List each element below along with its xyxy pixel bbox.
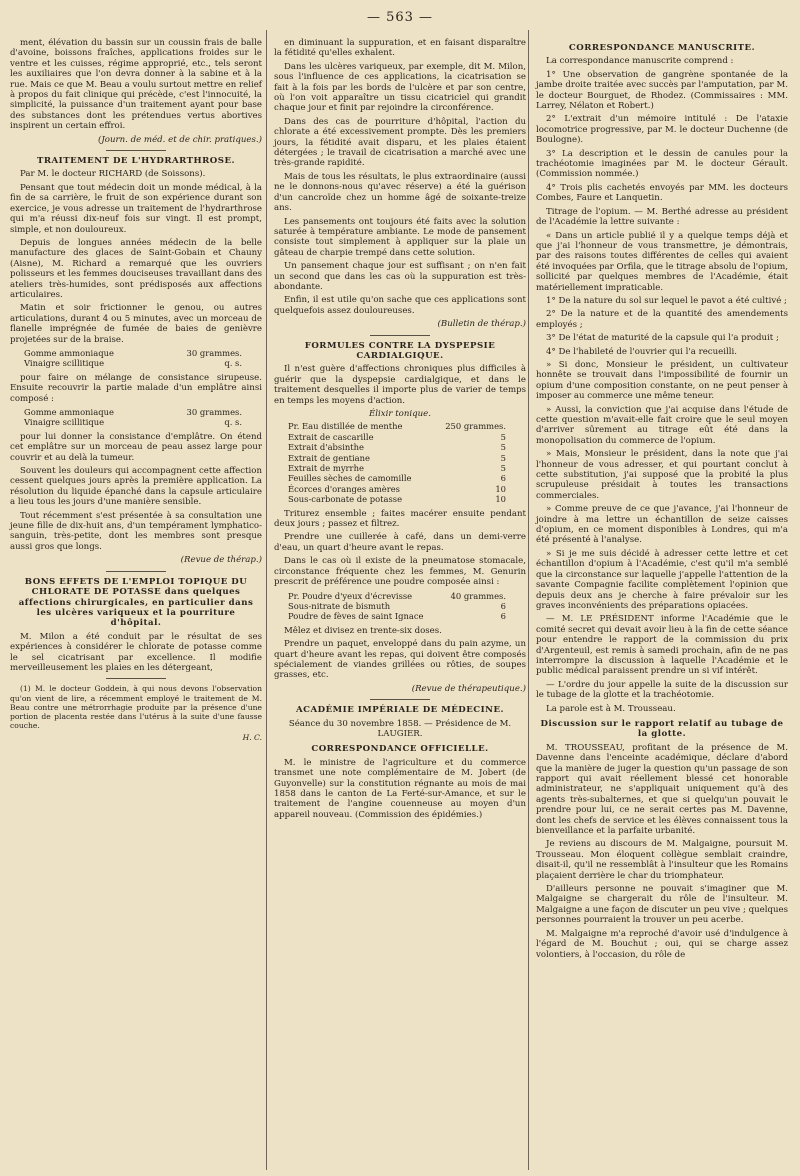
paragraph: Dans les ulcères variqueux, par exemple, dit M. Milon, sous l'influence de ces applications, la cicatrisation se fait à la fois par les bords de l'ulcère et par son centre, où l'on voit apparaître un tissu cicatriciel qui grandit chaque jour et finit par rejoindre la circonférence.: [274, 61, 526, 114]
paragraph: pour faire on mélange de consistance sirupeuse. Ensuite recouvrir la partie malade d'un emplâtre ainsi composé :: [10, 372, 262, 404]
source-citation: (Journ. de méd. et de chir. pratiques.): [98, 134, 262, 145]
paragraph: 4° Trois plis cachetés envoyés par MM. les docteurs Combes, Faure et Lanquetin.: [536, 182, 788, 204]
paragraph: en diminuant la suppuration, et en faisant disparaître la fétidité qu'elles exhalent.: [274, 38, 526, 59]
subsection-title: CORRESPONDANCE OFFICIELLE.: [311, 744, 489, 755]
paragraph: Dans des cas de pourriture d'hôpital, l'action du chlorate a été excessivement prompte. Dès les premiers jours, la fétidité avait disparu, et les plaies étaient détergées ; le travail de cicatrisation a marché avec une très-grande rapidité.: [274, 116, 526, 169]
formula-line: Vinaigre scillitique q. s.: [24, 358, 242, 369]
paragraph: Mais de tous les résultats, le plus extraordinaire (aussi ne le donnons-nous qu'avec réserve) a été la guérison d'un cancroïde chez un homme âgé de soixante-treize ans.: [274, 171, 526, 214]
formula-line: Pr. Poudre d'yeux d'écrevisse 40 grammes.: [288, 590, 506, 601]
paragraph: Titrage de l'opium. — M. Berthé adresse au président de l'Académie la lettre suivante :: [536, 206, 788, 228]
paragraph: » Comme preuve de ce que j'avance, j'ai l'honneur de joindre à ma lettre un échantillon de seize caisses d'opium, en ce moment disponibles à Londres, qui m'a été présenté à l'analyse.: [536, 504, 788, 546]
column-3: [536, 38, 788, 963]
formula: [24, 348, 262, 369]
formula-line: Extrait de gentiane 5: [288, 452, 506, 463]
formula-title: Élixir tonique.: [369, 409, 431, 419]
formula-line: Feuilles sèches de camomille 6: [288, 473, 506, 484]
paragraph: » Si donc, Monsieur le président, un cultivateur honnête se trouvait dans l'impossibilité de fournir un opium d'une composition constante, on ne peut penser à imposer au commerce une même teneur.: [536, 359, 788, 402]
paragraph: Je reviens au discours de M. Malgaigne, poursuit M. Trousseau. Mon éloquent collègue semblait craindre, disait-il, qu'il ne ressemblât à l'insulteur que les Romains plaçaient derrière le char du triomphateur.: [536, 839, 788, 881]
source-citation: (Bulletin de thérap.): [437, 319, 526, 330]
formula-line: Poudre de fèves de saint Ignace 6: [288, 611, 506, 622]
formula-line: Gomme ammoniaque 30 grammes.: [24, 407, 242, 417]
formula: [288, 591, 526, 622]
formula-line: Gomme ammoniaque 30 grammes.: [24, 347, 242, 358]
paragraph: — M. LE PRÉSIDENT informe l'Académie que le comité secret qui devait avoir lieu à la fin de cette séance pour entendre le rapport de la commission du prix d'Argenteuil, est remis à samedi prochain, afin de ne pas interrompre la discussion à laquelle l'Académie et le public médical paraissent prendre un si vif intérêt.: [536, 614, 788, 677]
paragraph: Enfin, il est utile qu'on sache que ces applications sont quelquefois assez douloureuses.: [274, 295, 526, 316]
paragraph: 3° La description et le dessin de canules pour la trachéotomie imaginées par M. le docteur Gérault. (Commission nommée.): [536, 148, 788, 180]
divider: [106, 150, 166, 151]
paragraph: ment, élévation du bassin sur un coussin frais de balle d'avoine, boissons fraîches, applications froides sur le ventre et les cuisses, régime approprié, etc., tels seront les auxiliaires que l'on devra donner à la sabine et à la rue. Mais ce que M. Beau a voulu surtout mettre en relief à propos du fait clinique qui précède, c'est l'innocuité, la simplicité, la puissance d'un traitement ayant pour base des substances dont les prétendues vertus abortives inspirent un certain effroi.: [10, 38, 262, 132]
formula: [24, 407, 262, 428]
paragraph: « Dans un article publié il y a quelque temps déjà et que j'ai l'honneur de vous transmettre, je démontrais, par des raisons toutes différentes de celles qui avaient été invoquées par Orfila, que le titrage absolu de l'opium, sollicité par quelques membres de l'Académie, était matériellement impraticable.: [536, 230, 788, 293]
paragraph: M. Malgaigne m'a reproché d'avoir usé d'indulgence à l'égard de M. Bouchut ; oui, qui se charge assez volontiers, à l'occasion, du rôle de: [536, 928, 788, 960]
source-citation: (Revue de thérap.): [180, 555, 262, 566]
paragraph: D'ailleurs personne ne pouvait s'imaginer que M. Malgaigne se chargerait du rôle de l'insulteur. M. Malgaigne a une façon de discuter un peu vive ; quelques personnes pourraient la trouver un peu acerbe.: [536, 884, 788, 926]
article-title: TRAITEMENT DE L'HYDRARTHROSE.: [36, 156, 236, 167]
paragraph: 1° Une observation de gangrène spontanée de la jambe droite traitée avec succès par l'amputation, par M. le docteur Bourguet, de Rhodez. (Commissaires : MM. Larrey, Nélaton et Robert.): [536, 69, 788, 112]
paragraph: Matin et soir frictionner le genou, ou autres articulations, durant 4 ou 5 minutes, avec un morceau de flanelle imprégnée de fumée de baies de genièvre projetées sur de la braise.: [10, 303, 262, 345]
paragraph: » Si je me suis décidé à adresser cette lettre et cet échantillon d'opium à l'Académie, c'est qu'il m'a semblé que la circonstance sur laquelle j'appelle l'attention de la savante Compagnie facilite complètement l'opinion que depuis deux ans je cherche à faire prévaloir sur les graves inconvénients des préparations opiacées.: [536, 548, 788, 611]
paragraph: Les pansements ont toujours été faits avec la solution saturée à température ambiante. Le mode de pansement consiste tout simplement à appliquer sur la plaie un gâteau de charpie trempé dans cette solution.: [274, 216, 526, 258]
paragraph: » Aussi, la conviction que j'ai acquise dans l'étude de cette question m'avait-elle fait croire que le seul moyen d'arriver sûrement au titrage eût été dans la monopolisation du commerce de l'opium.: [536, 404, 788, 446]
section-title: ACADÉMIE IMPÉRIALE DE MÉDECINE.: [295, 705, 505, 716]
paragraph: Il n'est guère d'affections chroniques plus difficiles à guérir que la dyspepsie cardialgique, et dans le traitement desquelles il importe plus de varier de temps en temps les moyens d'action.: [274, 364, 526, 406]
paragraph: Tout récemment s'est présentée à sa consultation une jeune fille de dix-huit ans, d'un tempérament lymphatico-sanguin, très-petite, dont les membres sont presque aussi gros que longs.: [10, 510, 262, 552]
paragraph: 2° L'extrait d'un mémoire intitulé : De l'ataxie locomotrice progressive, par M. le docteur Duchenne (de Boulogne).: [536, 114, 788, 146]
paragraph: M. Milon a été conduit par le résultat de ses expériences à considérer le chlorate de potasse comme le sel cicatrisant par excellence. Il modifie merveilleusement les plaies en les détergeant,: [10, 631, 262, 673]
formula: [288, 421, 526, 504]
footnote: (1) M. le docteur Goddein, à qui nous devons l'observation qu'on vient de lire, a récemment employé le traitement de M. Beau contre une métrorrhagie produite par la présence d'une portion de placenta restée dans l'utérus à la suite d'une fausse couche.: [10, 684, 262, 731]
divider: [370, 699, 430, 700]
subsection-title: Discussion sur le rapport relatif au tubage de la glotte.: [540, 718, 784, 740]
source-citation: (Revue de thérapeutique.): [411, 683, 526, 694]
formula-line: Extrait de myrrhe 5: [288, 463, 506, 474]
formula-line: Extrait d'absinthe 5: [288, 442, 506, 453]
formula-line: Vinaigre scillitique q. s.: [24, 417, 242, 428]
paragraph: M. le ministre de l'agriculture et du commerce transmet une note complémentaire de M. Jobert (de Guyonvelle) sur la constitution régnante au mois de mai 1858 dans le canton de La Ferté-sur-Amance, et sur le traitement de l'angine couenneuse au moyen d'un appareil nouveau. (Commission des épidémies.): [274, 757, 526, 820]
subsection-title: CORRESPONDANCE MANUSCRITE.: [568, 43, 756, 53]
column-rule: [528, 30, 529, 1170]
divider: [370, 335, 430, 336]
list-item: 4° De l'habileté de l'ouvrier qui l'a recueilli.: [546, 346, 737, 357]
list-item: 1° De la nature du sol sur lequel le pavot a été cultivé ;: [546, 295, 787, 306]
article-title: BONS EFFETS DE L'EMPLOI TOPIQUE DU CHLORATE DE POTASSE dans quelques affections chirurgicales, en particulier dans les ulcères variqueux et la pourriture d'hôpital.: [18, 576, 254, 629]
paragraph: » Mais, Monsieur le président, dans la note que j'ai l'honneur de vous adresser, et qui pourtant conclut à cette substitution, j'ai supposé que la probité la plus scrupuleuse présidait à toutes les transactions commerciales.: [536, 449, 788, 501]
paragraph: pour lui donner la consistance d'emplâtre. On étend cet emplâtre sur un morceau de peau assez large pour couvrir et au delà la tumeur.: [10, 431, 262, 463]
paragraph: Dans le cas où il existe de la pneumatose stomacale, circonstance fréquente chez les femmes, M. Genurin prescrit de préférence une poudre composée ainsi :: [274, 556, 526, 588]
column-rule: [266, 30, 267, 1170]
formula-line: Écorces d'oranges amères 10: [288, 483, 506, 494]
paragraph: Prendre une cuillerée à café, dans un demi-verre d'eau, un quart d'heure avant le repas.: [274, 532, 526, 553]
paragraph: Prendre un paquet, enveloppé dans du pain azyme, un quart d'heure avant les repas, qui doivent être composés spécialement de viandes grillées ou rôties, de soupes grasses, etc.: [274, 639, 526, 681]
formula-line: Extrait de cascarille 5: [288, 431, 506, 442]
divider: [106, 678, 166, 679]
paragraph: Souvent les douleurs qui accompagnent cette affection cessent quelques jours après la première application. La résolution du liquide épanché dans la capsule articulaire a lieu tous les jours d'une manière sensible.: [10, 466, 262, 508]
article-title: FORMULES CONTRE LA DYSPEPSIE CARDIALGIQUE.: [304, 340, 496, 361]
session-line: Séance du 30 novembre 1858. — Présidence de M. LAUGIER.: [288, 718, 512, 739]
paragraph: La correspondance manuscrite comprend :: [546, 56, 734, 67]
page-number: — 563 —: [366, 10, 434, 25]
formula-line: Sous-carbonate de potasse 10: [288, 494, 506, 505]
paragraph: Triturez ensemble ; faites macérer ensuite pendant deux jours ; passez et filtrez.: [274, 508, 526, 530]
formula-line: Pr. Eau distillée de menthe 250 grammes.: [288, 421, 506, 432]
list-item: 3° De l'état de maturité de la capsule qui l'a produit ;: [546, 333, 779, 344]
paragraph: Mêlez et divisez en trente-six doses.: [284, 625, 442, 636]
divider: [106, 571, 166, 572]
footnote-signature: H. C.: [242, 733, 262, 743]
paragraph: — L'ordre du jour appelle la suite de la discussion sur le tubage de la glotte et la trachéotomie.: [536, 679, 788, 701]
column-2: [274, 38, 526, 823]
paragraph: Depuis de longues années médecin de la belle manufacture des glaces de Saint-Gobain et Chauny (Aisne), M. Richard a remarqué que les ouvriers polisseurs et les femmes douciseuses travaillant dans des ateliers très-humides, sont prédisposés aux affections articulaires.: [10, 237, 262, 300]
column-1: [10, 38, 262, 743]
formula-line: Sous-nitrate de bismuth 6: [288, 600, 506, 611]
paragraph: M. TROUSSEAU, profitant de la présence de M. Davenne dans l'enceinte académique, déclare d'abord que la manière de juger la question qu'un passage de son rapport qui avait réellement blessé cet honorable administrateur, ne s'appliquait uniquement qu'à des agents très-subalternes, et que si quelqu'un pouvait le prendre pour lui, ce ne serait certes pas M. Davenne, dont les chefs de service et les élèves connaissent tous la bienveillance et la parfaite urbanité.: [536, 742, 788, 837]
byline: Par M. le docteur RICHARD (de Soissons).: [20, 169, 206, 180]
list-item: 2° De la nature et de la quantité des amendements employés ;: [536, 309, 788, 330]
paragraph: Un pansement chaque jour est suffisant ; on n'en fait un second que dans les cas où la suppuration est très-abondante.: [274, 261, 526, 292]
paragraph: La parole est à M. Trousseau.: [546, 703, 676, 714]
paragraph: Pensant que tout médecin doit un monde médical, à la fin de sa carrière, le fruit de son expérience durant son exercice, je vous adresse un traitement de l'hydrarthrose qui m'a réussi dix-neuf fois sur vingt. Il est prompt, simple, et non douloureux.: [10, 182, 262, 235]
